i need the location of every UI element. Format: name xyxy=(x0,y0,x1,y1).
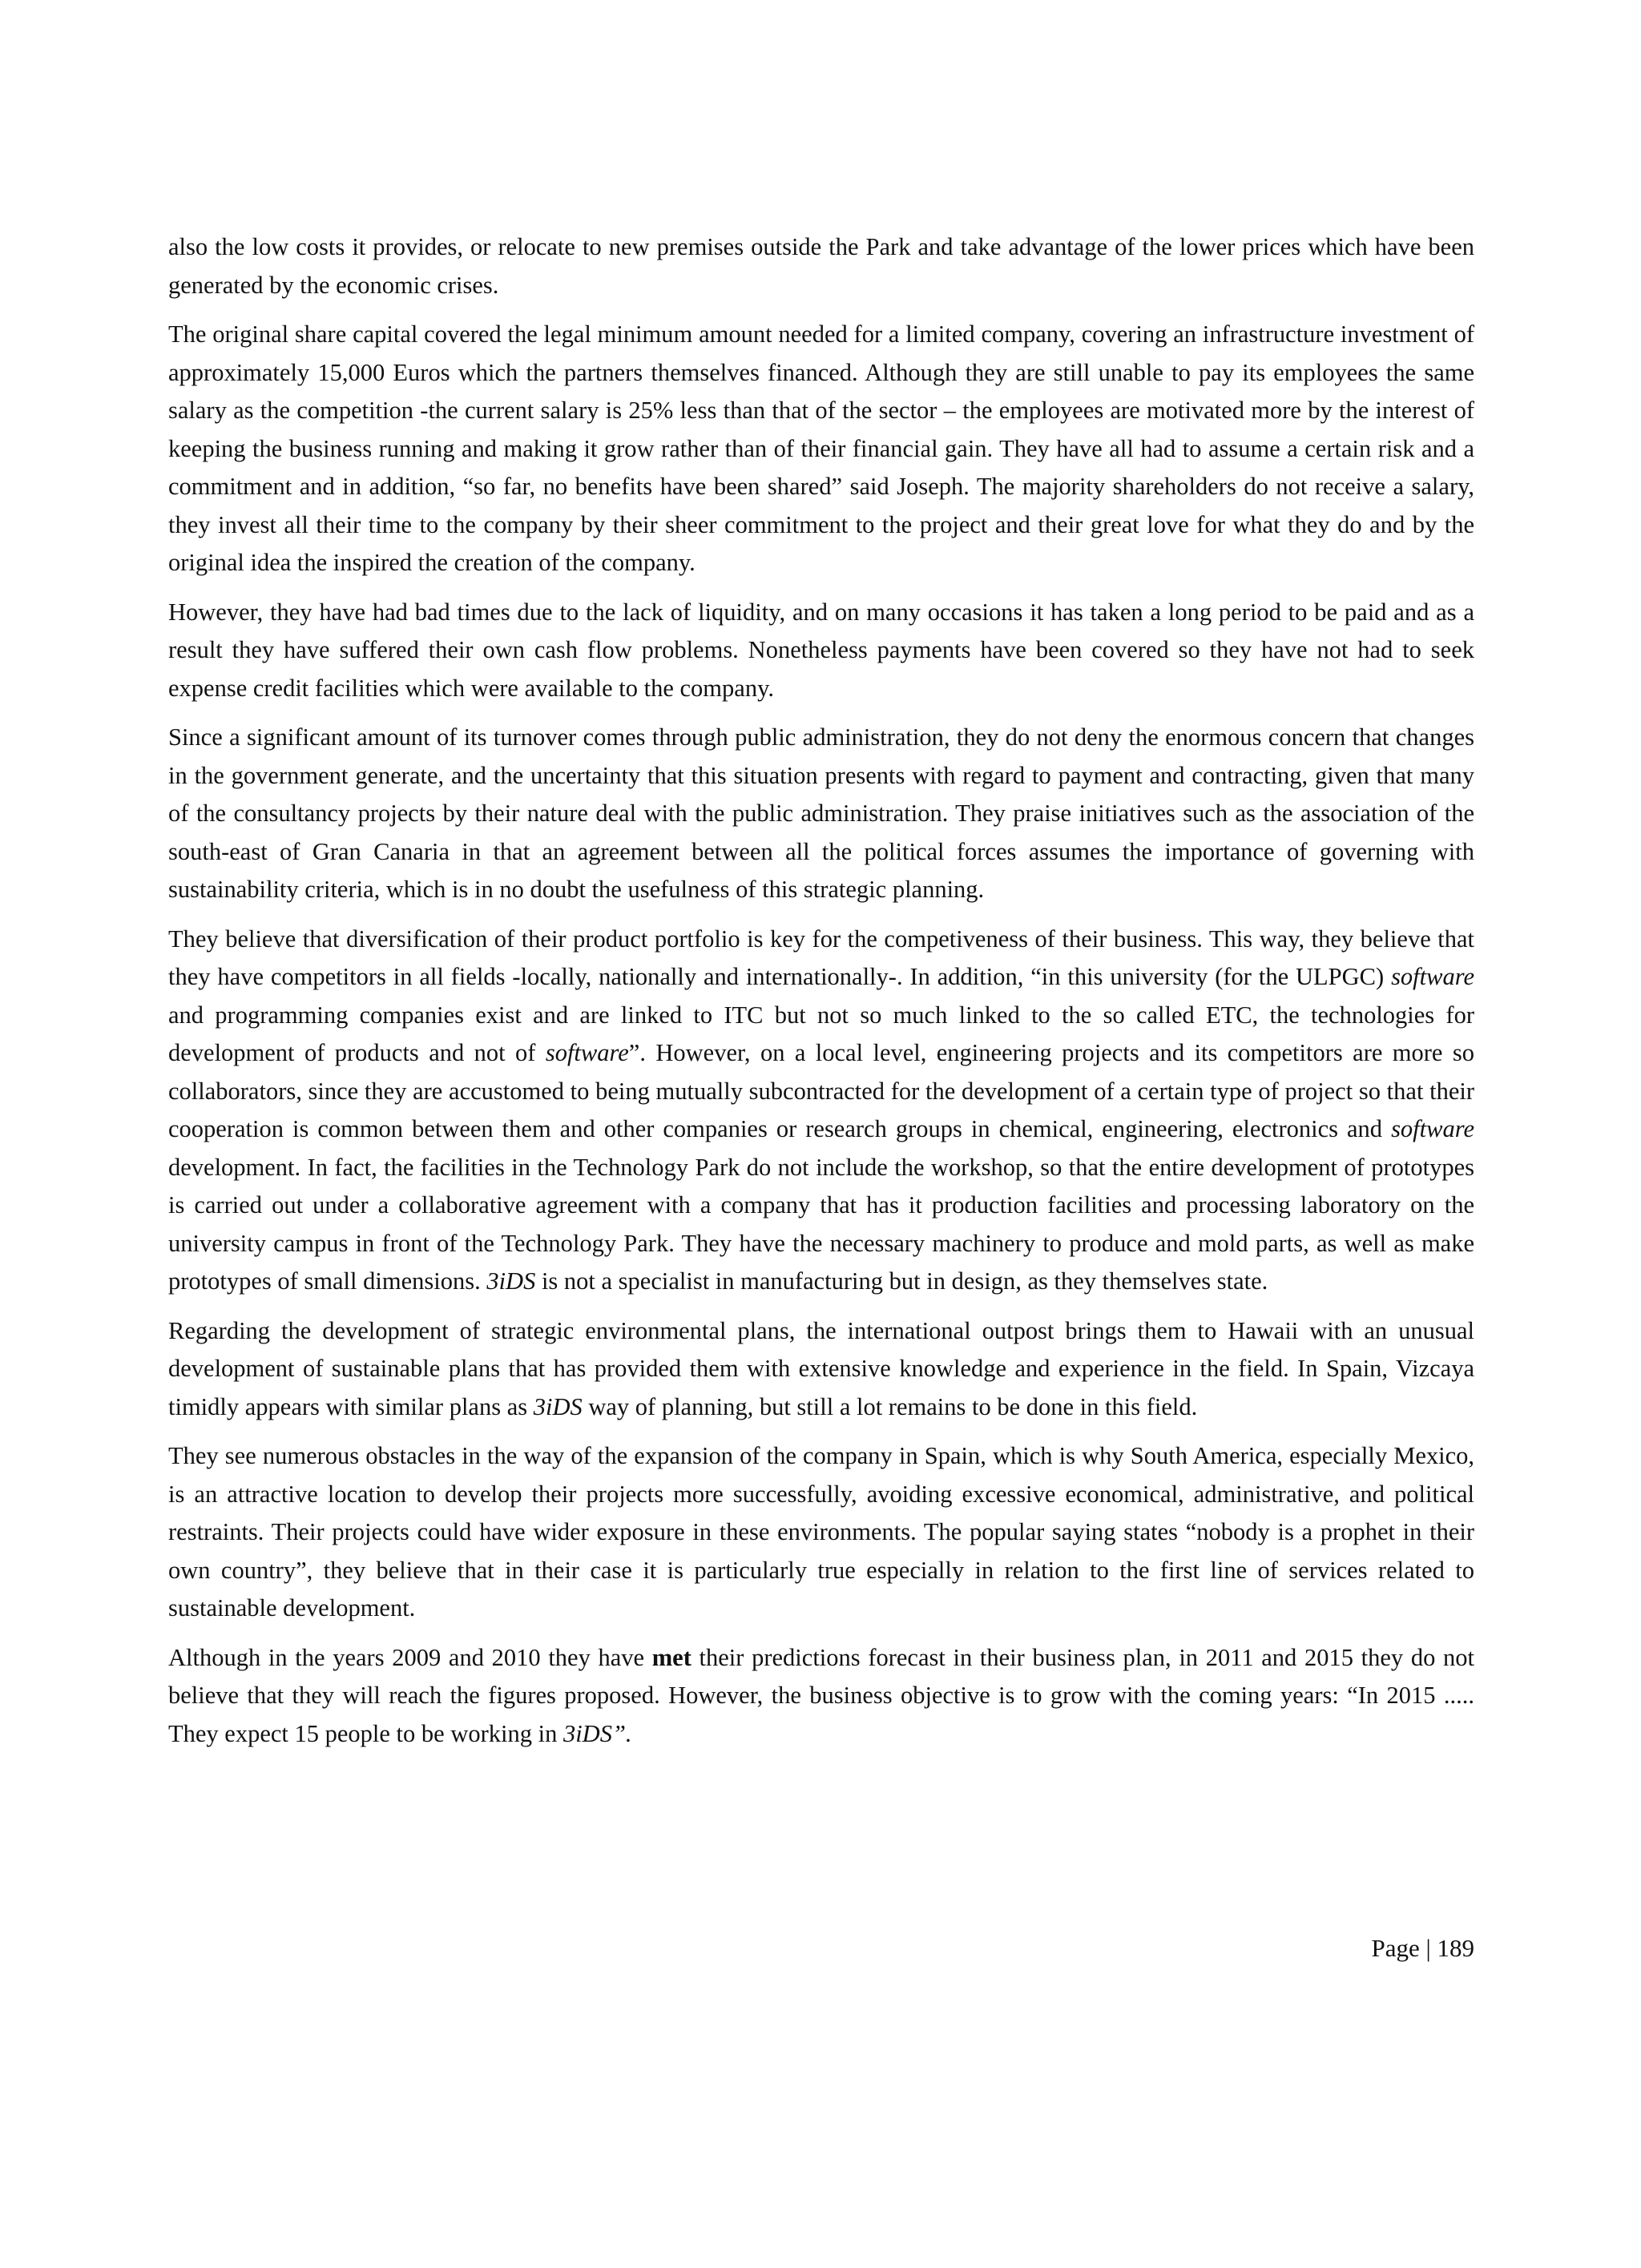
text-run: but still a lot remains to be done in this field. xyxy=(753,1392,1198,1420)
text-run: Regarding the development of strategic environmental plans, the international outpost brings them to Hawaii with an unusual development of sustainable plans that has provided them with extensive knowledge and experience in the field. In Spain, Vizcaya timidly appears with similar plans as xyxy=(168,1316,1474,1420)
text-run: and programming companies exist and are linked to ITC but not so much linked to the so called ETC, the technologies for development of products and not of xyxy=(168,1001,1474,1066)
italic-text: 3iDS”. xyxy=(562,1719,632,1747)
text-run: The original share capital covered the legal minimum amount needed for a limited company, covering an infrastructure investment of approximately 15,000 Euros which the partners themselves financed. Although they are still unable to pay its employees the same salary as the competition -the current salary is 25% less than that of the sector – the employees are motivated more by the interest of keeping the business running and making it grow rather than of their financial gain. They have all had to assume a certain risk and a commitment and in addition, “so far, no benefits have been shared” said Joseph. The majority shareholders do not receive a salary, they invest all their time to the company by their sheer commitment to the project and their great love for what they do and by the original idea the inspired the creation of the company. xyxy=(168,320,1474,576)
text-run: Although in the years 2009 and 2010 they have xyxy=(168,1643,652,1671)
italic-text: software xyxy=(1391,963,1474,990)
paragraph xyxy=(168,228,1474,304)
italic-text: , xyxy=(747,1392,754,1420)
bold-text: met xyxy=(651,1643,691,1671)
text-run: is not a specialist in manufacturing but in design, as they themselves state. xyxy=(535,1267,1268,1295)
italic-text: software xyxy=(545,1039,629,1066)
text-run: They believe that diversification of their product portfolio is key for the competiveness of their business. This way, they believe that they have competitors in all fields -locally, nationally and internationally-. In addition, “in this university (for the ULPGC) xyxy=(168,925,1474,990)
page-number: Page | 189 xyxy=(1371,1934,1474,1962)
text-run: development. In fact, the facilities in the Technology Park do not include the workshop, so that the entire development of prototypes is carried out under a collaborative agreement with a company that has it production facilities and processing laboratory on the university campus in front of the Technology Park. They have the necessary machinery to produce and mold parts, as well as make prototypes of small dimensions. xyxy=(168,1153,1474,1295)
text-run: way of planning xyxy=(582,1392,748,1420)
paragraph xyxy=(168,1437,1474,1628)
paragraph xyxy=(168,1639,1474,1754)
text-run: their predictions forecast in their business plan, in 2011 and 2015 they do not believe that they will reach the figures proposed. However, the business objective is to grow with the coming years: “In 2015 ..... They expect 15 people to be working in xyxy=(168,1643,1474,1747)
paragraph xyxy=(168,920,1474,1301)
paragraph xyxy=(168,719,1474,909)
text-run: However, they have had bad times due to the lack of liquidity, and on many occasions it has taken a long period to be paid and as a result they have suffered their own cash flow problems. Nonetheless payments have been covered so they have not had to seek expense credit facilities which were available to the company. xyxy=(168,598,1474,702)
text-run: also the low costs it provides, or relocate to new premises outside the Park and take advantage of the lower prices which have been generated by the economic crises. xyxy=(168,233,1474,299)
italic-text: software xyxy=(1391,1115,1474,1142)
paragraph xyxy=(168,316,1474,582)
italic-text: 3iDS xyxy=(486,1267,536,1295)
paragraph xyxy=(168,1312,1474,1427)
text-run: They see numerous obstacles in the way of the expansion of the company in Spain, which is why South America, especially Mexico, is an attractive location to develop their projects more successfully, avoiding excessive economical, administrative, and political restraints. Their projects could have wider exposure in these environments. The popular saying states “nobody is a prophet in their own country”, they believe that in their case it is particularly true especially in relation to the first line of services related to sustainable development. xyxy=(168,1442,1474,1621)
italic-text: 3iDS xyxy=(533,1392,583,1420)
paragraph xyxy=(168,594,1474,708)
text-run: Since a significant amount of its turnover comes through public administration, they do not deny the enormous concern that changes in the government generate, and the uncertainty that this situation presents with regard to payment and contracting, given that many of the consultancy projects by their nature deal with the public administration. They praise initiatives such as the association of the south-east of Gran Canaria in that an agreement between all the political forces assumes the importance of governing with sustainability criteria, which is in no doubt the usefulness of this strategic planning. xyxy=(168,723,1474,903)
body-text xyxy=(168,228,1474,1764)
text-run: ”. However, on a local level, engineering projects and its competitors are more so collaborators, since they are accustomed to being mutually subcontracted for the development of a certain type of project so that their cooperation is common between them and other companies or research groups in chemical, engineering, electronics and xyxy=(168,1039,1474,1142)
